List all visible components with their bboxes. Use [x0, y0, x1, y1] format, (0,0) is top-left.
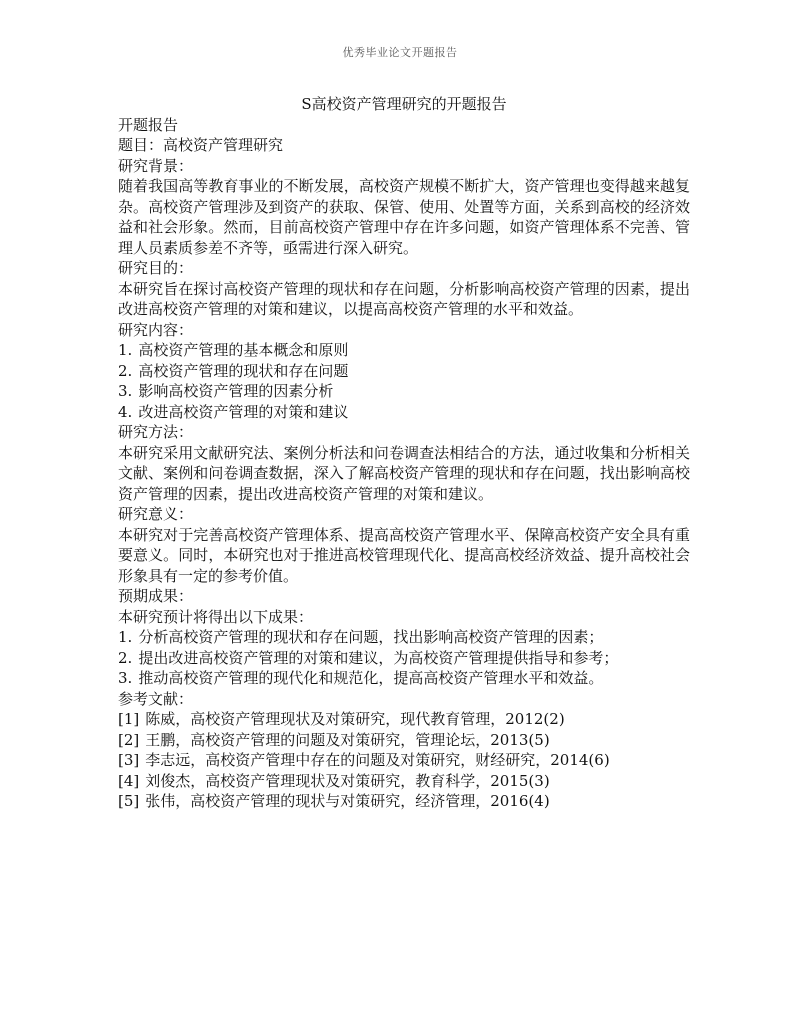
content-list [118, 340, 690, 422]
reference-item [118, 709, 690, 730]
reference-text: 刘俊杰，高校资产管理现状及对策研究，教育科学，2015(3) [145, 771, 550, 790]
reference-number: [5] [118, 792, 140, 810]
list-item-number: 3. [118, 669, 133, 687]
reference-item [118, 771, 690, 792]
list-item-number: 3. [118, 382, 133, 400]
outcomes-list [118, 627, 690, 689]
reference-number: [4] [118, 771, 140, 790]
reference-number: [1] [118, 710, 140, 728]
list-item-number: 2. [118, 361, 133, 380]
background-text: 随着我国高等教育事业的不断发展，高校资产规模不断扩大，资产管理也变得越来越复杂。高校资产管理涉及到资产的获取、保管、使用、处置等方面，关系到高校的经济效益和社会形象。然而，目前高校资产管理中存在许多问题，如资产管理体系不完善、管理人员素质参差不齐等，亟需进行深入研究。 [118, 177, 690, 257]
document-title: S高校资产管理研究的开题报告 [301, 95, 507, 113]
list-item-number: 4. [118, 402, 133, 421]
list-item [118, 627, 690, 648]
document-body [118, 94, 690, 812]
list-item [118, 340, 690, 361]
list-item-number: 2. [118, 648, 133, 667]
reference-text: 陈威，高校资产管理现状及对策研究，现代教育管理，2012(2) [145, 710, 565, 728]
list-item-text: 改进高校资产管理的对策和建议 [138, 402, 349, 421]
topic-line: 题目：高校资产管理研究 [118, 136, 284, 154]
purpose-heading: 研究目的： [118, 259, 194, 277]
list-item [118, 361, 690, 382]
significance-heading: 研究意义： [118, 505, 194, 523]
purpose-text: 本研究旨在探讨高校资产管理的现状和存在问题，分析影响高校资产管理的因素，提出改进高校资产管理的对策和建议，以提高高校资产管理的水平和效益。 [118, 279, 690, 318]
reference-item [118, 750, 690, 771]
reference-item [118, 791, 690, 812]
list-item-number: 1. [118, 628, 133, 646]
outcomes-heading: 预期成果： [118, 587, 194, 605]
list-item-text: 高校资产管理的现状和存在问题 [138, 361, 349, 380]
significance-text: 本研究对于完善高校资产管理体系、提高高校资产管理水平、保障高校资产安全具有重要意义。同时，本研究也对于推进高校管理现代化、提高高校经济效益、提升高校社会形象具有一定的参考价值。 [118, 525, 690, 585]
list-item-text: 推动高校资产管理的现代化和规范化，提高高校资产管理水平和效益。 [138, 669, 604, 687]
reference-text: 李志远，高校资产管理中存在的问题及对策研究，财经研究，2014(6) [145, 751, 610, 769]
references-heading: 参考文献： [118, 689, 194, 708]
list-item [118, 381, 690, 402]
method-heading: 研究方法： [118, 423, 194, 441]
document-label: 开题报告 [118, 115, 179, 134]
reference-text: 王鹏，高校资产管理的问题及对策研究，管理论坛，2013(5) [145, 730, 550, 749]
list-item-text: 高校资产管理的基本概念和原则 [138, 341, 349, 359]
list-item-text: 分析高校资产管理的现状和存在问题，找出影响高校资产管理的因素； [138, 628, 604, 646]
list-item [118, 668, 690, 689]
list-item [118, 402, 690, 423]
list-item [118, 648, 690, 669]
list-item-text: 提出改进高校资产管理的对策和建议，为高校资产管理提供指导和参考； [138, 648, 619, 667]
method-text: 本研究采用文献研究法、案例分析法和问卷调查法相结合的方法，通过收集和分析相关文献、案例和问卷调查数据，深入了解高校资产管理的现状和存在问题，找出影响高校资产管理的因素，提出改进高校资产管理的对策和建议。 [118, 443, 690, 503]
reference-number: [3] [118, 751, 140, 769]
background-heading: 研究背景： [118, 156, 194, 175]
content-heading: 研究内容： [118, 320, 194, 339]
list-item-text: 影响高校资产管理的因素分析 [138, 382, 334, 400]
list-item-number: 1. [118, 341, 133, 359]
reference-item [118, 730, 690, 751]
running-header: 优秀毕业论文开题报告 [342, 46, 458, 59]
reference-number: [2] [118, 730, 140, 749]
outcomes-intro: 本研究预计将得出以下成果： [118, 607, 314, 626]
reference-text: 张伟，高校资产管理的现状与对策研究，经济管理，2016(4) [145, 792, 550, 810]
references-list [118, 709, 690, 812]
